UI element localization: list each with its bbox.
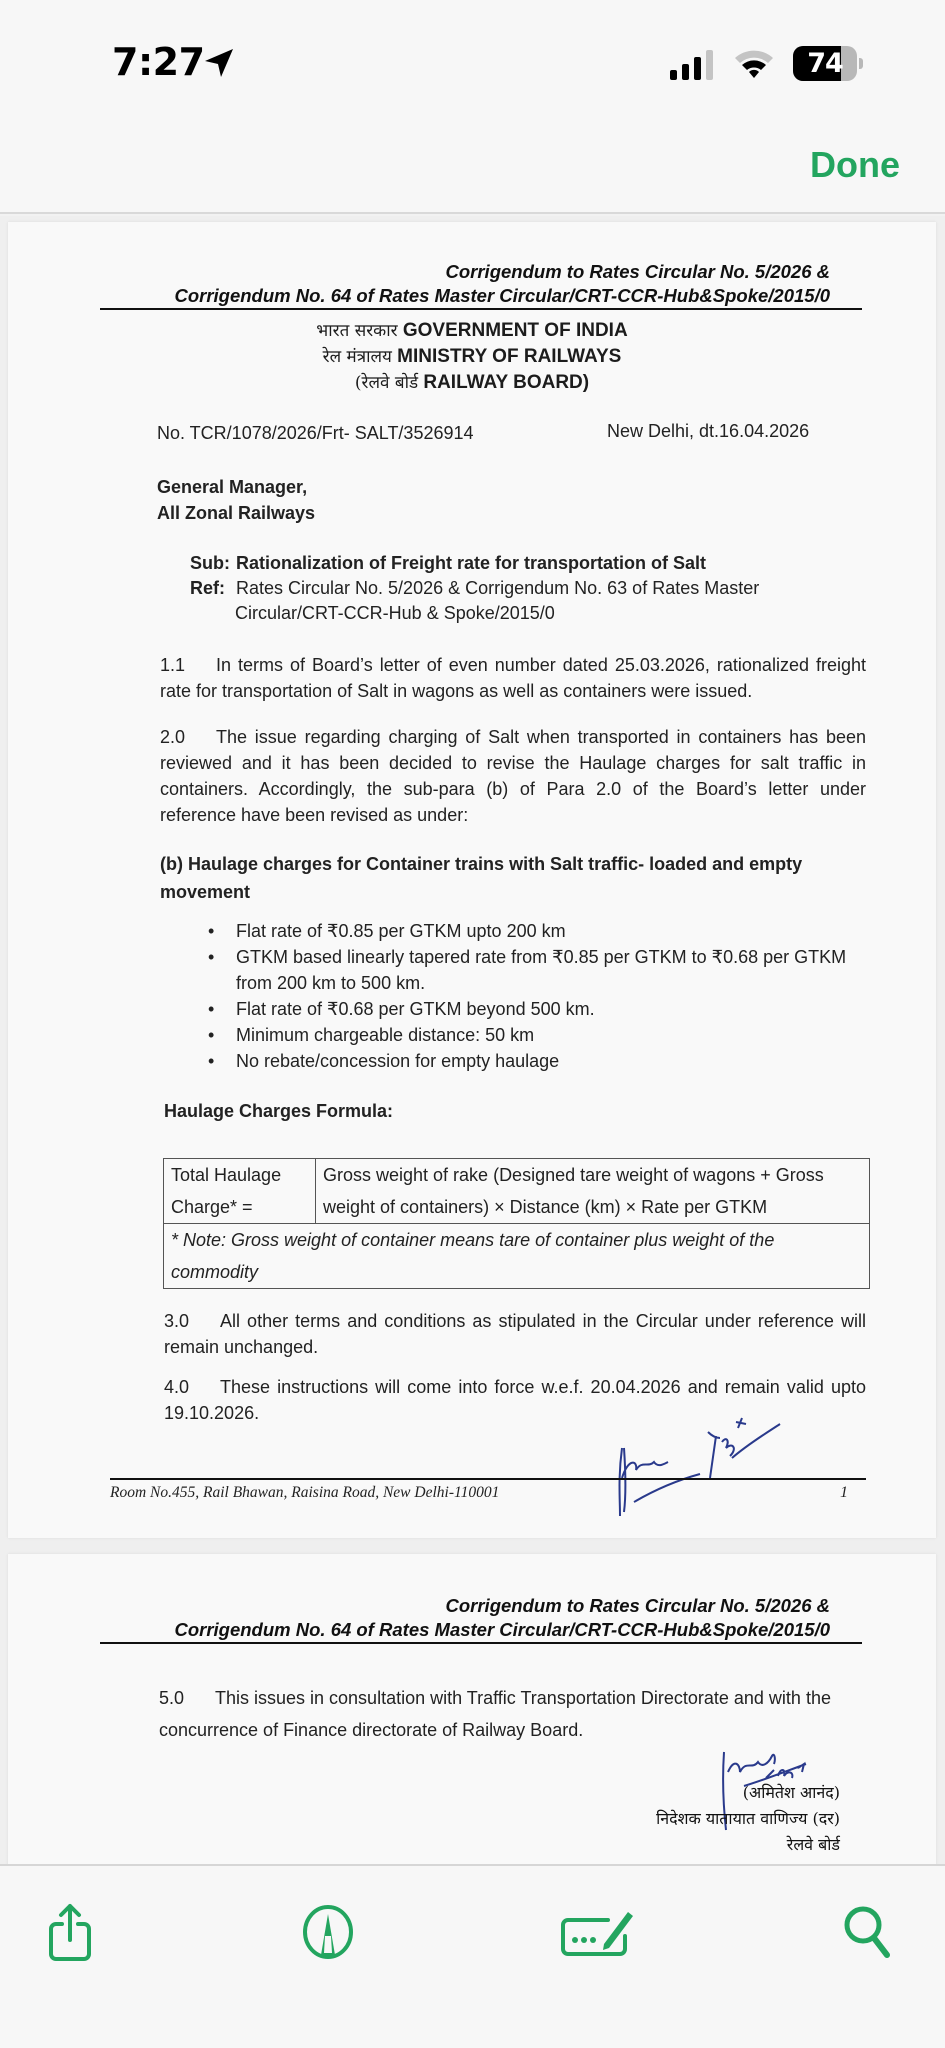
share-icon <box>46 1902 94 1962</box>
battery-percent: 74 <box>807 48 843 79</box>
pdf-page-1 <box>8 222 936 1538</box>
table-row <box>164 1159 870 1224</box>
list-item: • GTKM based linearly tapered rate from ₹0.85 per GTKM to ₹0.68 per GTKM from 200 km to 500 km. <box>236 944 876 996</box>
formula-heading: Haulage Charges Formula: <box>164 1101 394 1121</box>
para-2-0 <box>160 724 866 828</box>
place-date: New Delhi, dt.16.04.2026 <box>607 421 810 441</box>
gov-english: GOVERNMENT OF INDIA <box>402 320 628 341</box>
board-english: RAILWAY BOARD) <box>423 372 590 393</box>
search-button[interactable] <box>838 1902 898 1962</box>
corrigendum-header <box>174 1594 830 1642</box>
para-5-0 <box>159 1682 867 1746</box>
header-line-1: Corrigendum to Rates Circular No. 5/2026 & <box>445 261 830 282</box>
para-5-0-text: This issues in consultation with Traffic Transportation Directorate and with the concurrence of Finance directorate of Railway Board. <box>159 1688 831 1740</box>
para-1-1-number: 1.1 <box>160 655 186 675</box>
formula-label-cell: Total Haulage Charge* = <box>164 1159 316 1224</box>
cellular-signal-icon <box>668 50 718 80</box>
addressee-line-2: All Zonal Railways <box>157 503 316 523</box>
nav-bar <box>0 120 945 214</box>
pdf-document-viewer[interactable] <box>0 216 945 1864</box>
gov-hindi: भारत सरकार <box>316 321 398 341</box>
header-line-2: Corrigendum No. 64 of Rates Master Circular/CRT-CCR-Hub&Spoke/2015/0 <box>174 1619 830 1640</box>
formula-note-cell: * Note: Gross weight of container means tare of container plus weight of the commodity <box>164 1224 870 1289</box>
government-heading <box>8 318 936 396</box>
para-1-1 <box>160 652 866 704</box>
footer-address: Room No.455, Rail Bhawan, Raisina Road, New Delhi-110001 <box>110 1484 500 1501</box>
page-number: 1 <box>840 1484 848 1501</box>
para-2-0-text: The issue regarding charging of Salt when transported in containers has been reviewed and it has been decided to revise the Haulage charges for salt traffic in containers. Accordingly, the sub-para (b) of Para 2.0 of the Board’s letter under reference have been revised as under: <box>160 727 866 825</box>
formula-table <box>163 1158 870 1289</box>
status-time: 7:27 <box>112 40 205 84</box>
list-item: • No rebate/concession for empty haulage <box>236 1048 876 1074</box>
para-3-0 <box>164 1308 866 1360</box>
corrigendum-header <box>174 260 830 308</box>
ref-line-1: Rates Circular No. 5/2026 & Corrigendum No. 63 of Rates Master <box>236 578 760 598</box>
location-arrow-icon <box>202 46 236 80</box>
share-button[interactable] <box>40 1902 100 1962</box>
battery-icon <box>793 46 863 81</box>
list-item: • Minimum chargeable distance: 50 km <box>236 1022 876 1048</box>
status-bar <box>0 0 945 120</box>
para-5-0-number: 5.0 <box>159 1688 185 1708</box>
haulage-rate-list <box>236 918 876 1074</box>
handwritten-signature-icon <box>608 1408 788 1518</box>
signatory-title: निदेशक यातायात वाणिज्य (दर) <box>656 1809 840 1828</box>
board-paren: ( <box>354 373 362 393</box>
signatory-name: (अमितेश आनंद) <box>742 1783 840 1802</box>
table-row <box>164 1224 870 1289</box>
bottom-toolbar <box>0 1864 945 2048</box>
para-4-0-text: These instructions will come into force w.e.f. 20.04.2026 and remain valid upto 19.10.2026. <box>164 1377 866 1423</box>
para-3-0-number: 3.0 <box>164 1311 190 1331</box>
list-item: • Flat rate of ₹0.68 per GTKM beyond 500 km. <box>236 996 876 1022</box>
markup-button[interactable] <box>298 1902 358 1962</box>
fill-and-sign-button[interactable] <box>560 1902 640 1962</box>
header-rule <box>100 1642 862 1644</box>
ministry-hindi: रेल मंत्रालय <box>322 347 392 367</box>
header-rule <box>100 308 862 310</box>
formula-expression-cell: Gross weight of rake (Designed tare weight of wagons + Gross weight of containers) × Distance (km) × Rate per GTKM <box>316 1159 870 1224</box>
signatory-block <box>656 1780 840 1858</box>
wifi-icon <box>733 46 775 80</box>
signature-icon <box>560 1906 640 1958</box>
subject-label: Sub: <box>190 553 230 573</box>
para-1-1-text: In terms of Board’s letter of even number dated 25.03.2026, rationalized freight rate for transportation of Salt in wagons as well as containers were issued. <box>160 655 866 701</box>
subject-text: Rationalization of Freight rate for transportation of Salt <box>236 553 707 573</box>
done-button[interactable]: Done <box>810 144 900 185</box>
signatory-organisation: रेलवे बोर्ड <box>786 1835 840 1854</box>
search-icon <box>843 1905 893 1959</box>
para-3-0-text: All other terms and conditions as stipulated in the Circular under reference will remain unchanged. <box>164 1311 866 1357</box>
sub-para-b-heading: (b) Haulage charges for Container trains with Salt traffic- loaded and empty movement <box>160 854 803 902</box>
footer-rule <box>110 1478 866 1480</box>
ministry-english: MINISTRY OF RAILWAYS <box>397 346 622 367</box>
letter-number: No. TCR/1078/2026/Frt- SALT/3526914 <box>157 423 474 443</box>
list-item: • Flat rate of ₹0.85 per GTKM upto 200 km <box>236 918 876 944</box>
para-2-0-number: 2.0 <box>160 727 186 747</box>
markup-pen-icon <box>301 1904 355 1960</box>
para-4-0-number: 4.0 <box>164 1377 190 1397</box>
header-line-1: Corrigendum to Rates Circular No. 5/2026 & <box>445 1595 830 1616</box>
header-line-2: Corrigendum No. 64 of Rates Master Circular/CRT-CCR-Hub&Spoke/2015/0 <box>174 285 830 306</box>
ref-label: Ref: <box>190 578 225 598</box>
pdf-page-2 <box>8 1554 936 1864</box>
ref-line-2: Circular/CRT-CCR-Hub & Spoke/2015/0 <box>235 603 555 623</box>
addressee-line-1: General Manager, <box>157 477 308 497</box>
board-hindi: रेलवे बोर्ड <box>361 373 419 393</box>
